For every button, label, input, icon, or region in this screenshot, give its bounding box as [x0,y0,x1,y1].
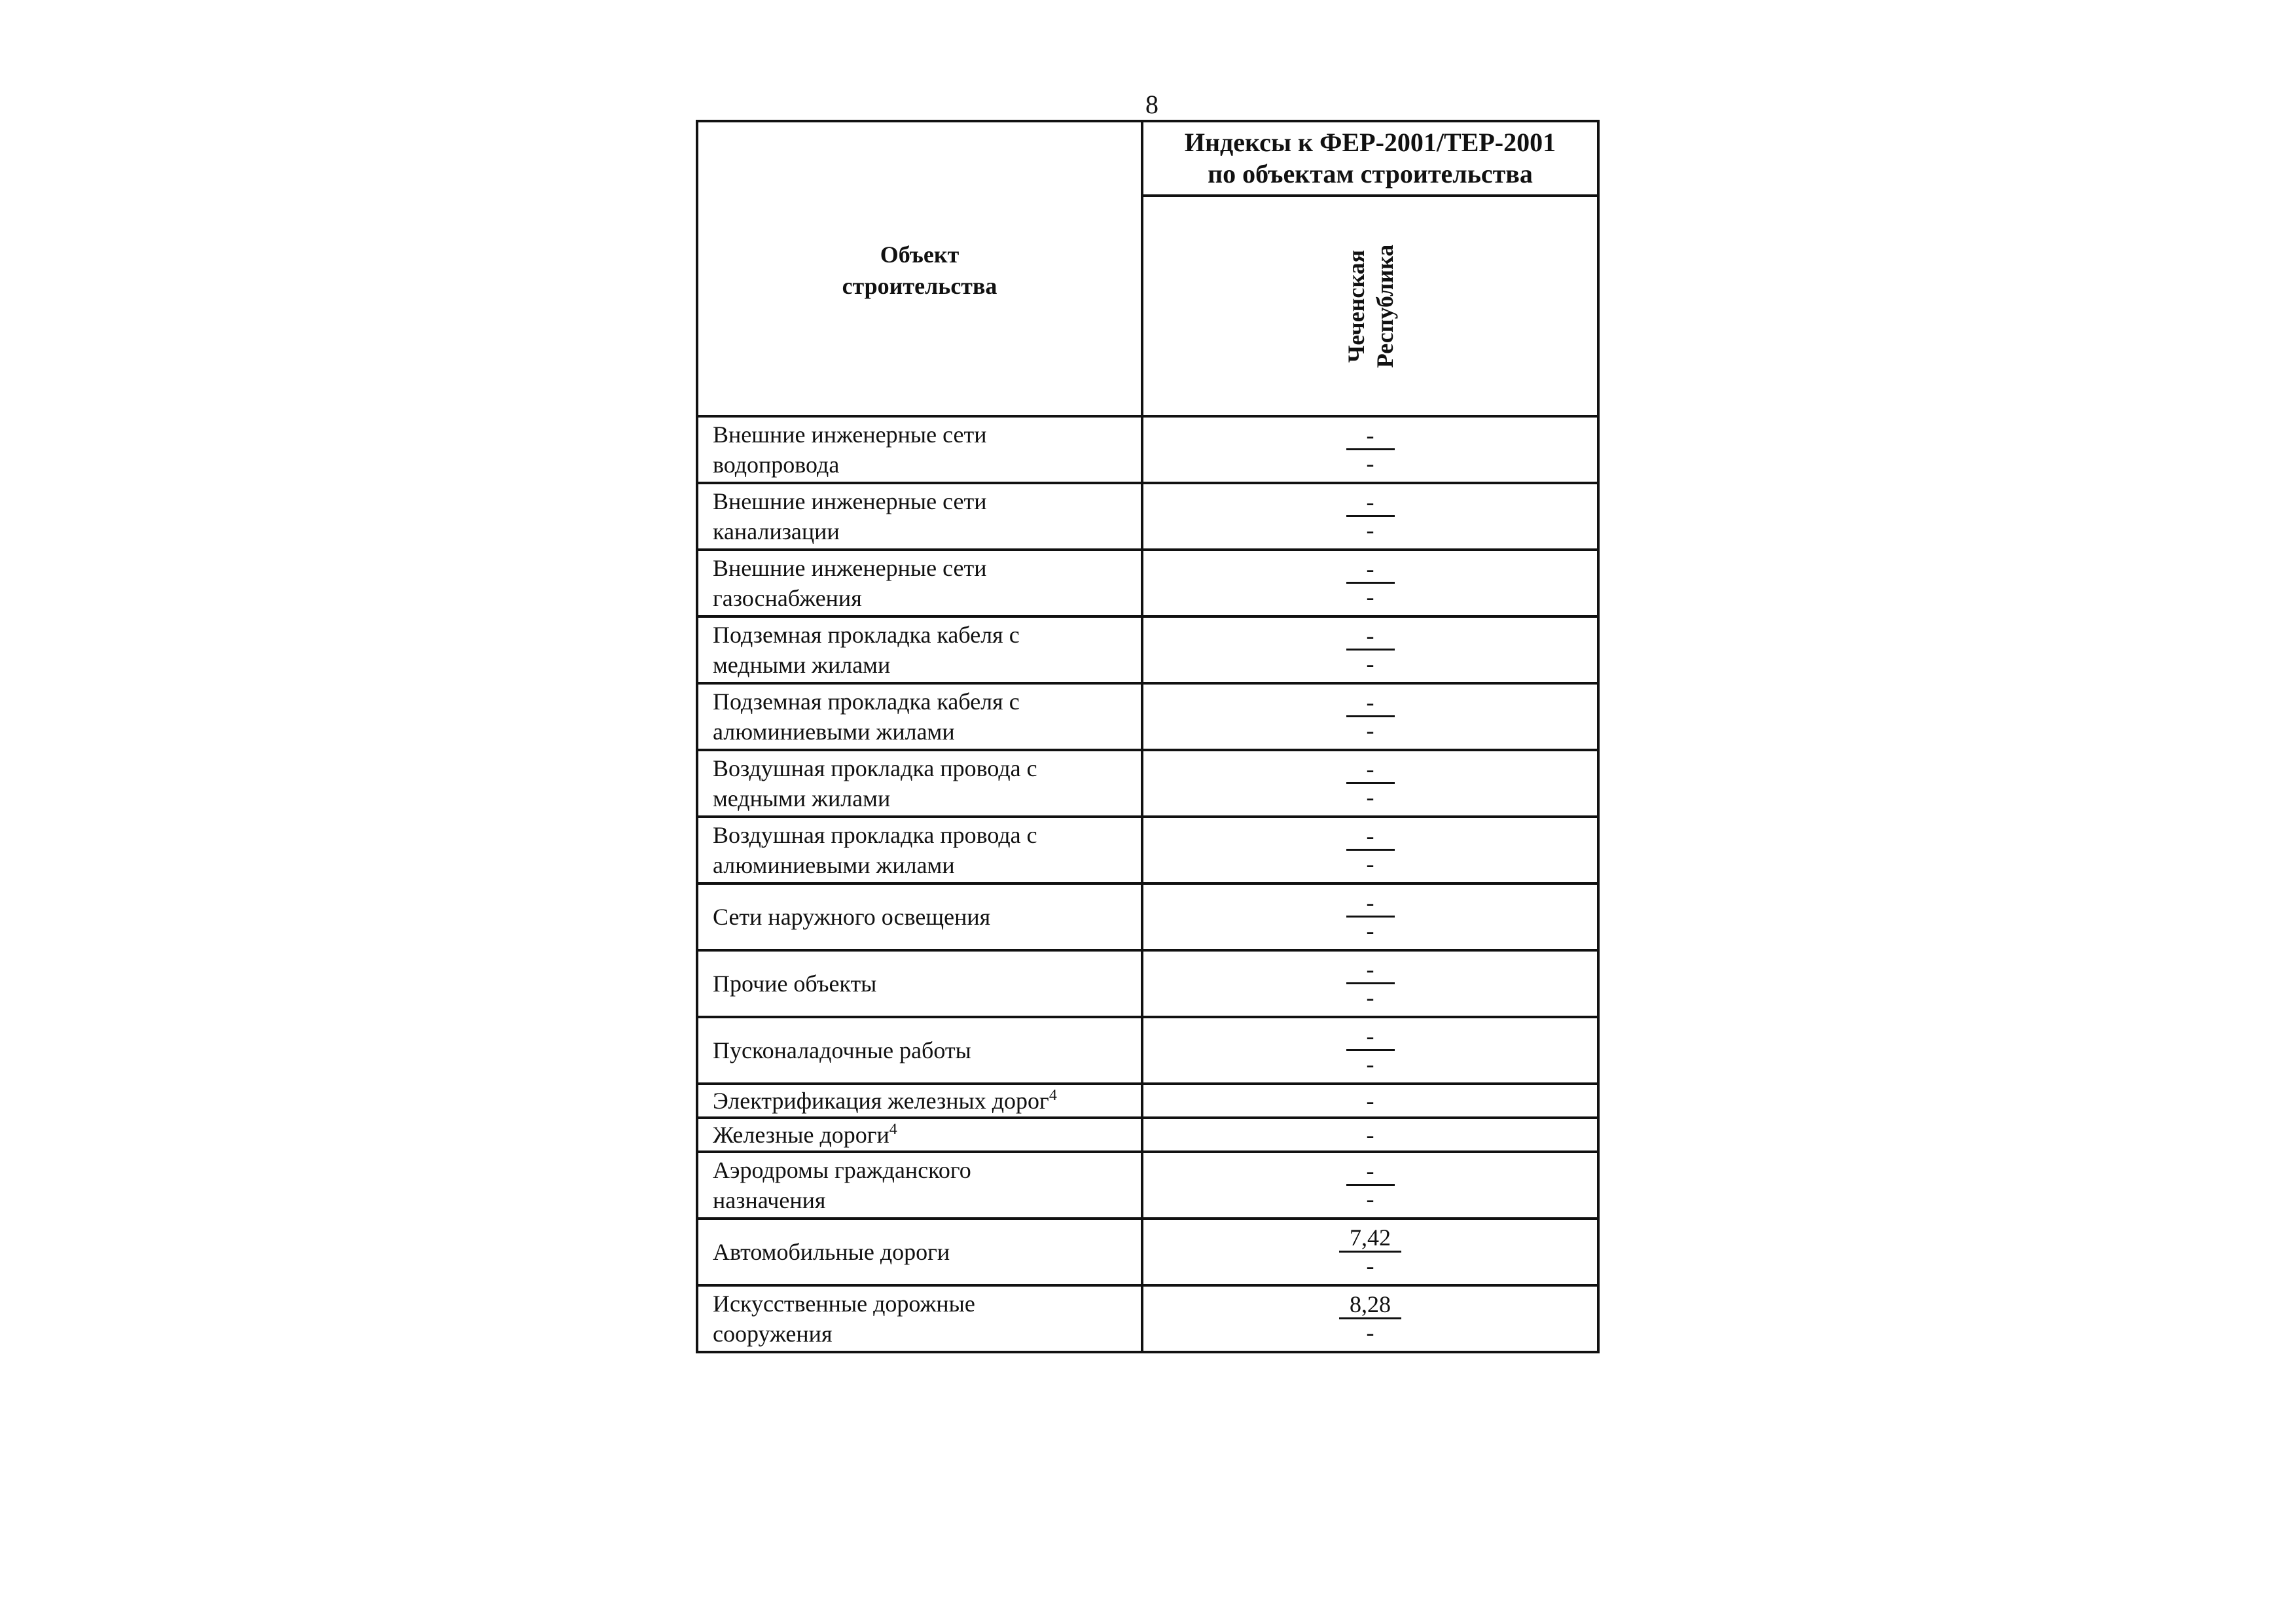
index-value: - [1366,1122,1374,1148]
object-name-line-2: водопровода [713,452,840,478]
object-name-line-1: Внешние инженерные сети [713,555,987,581]
table-row [697,950,1598,1017]
object-name-cell [697,1084,1142,1118]
object-name-line-1: Подземная прокладка кабеля с [713,622,1020,648]
index-fraction [1346,956,1395,1010]
object-name-line-2: алюминиевыми жилами [713,852,955,878]
object-name-cell [697,1017,1142,1084]
table-row [697,1084,1598,1118]
object-name-line-1: Внешние инженерные сети [713,488,987,514]
index-fraction [1346,889,1395,944]
index-value-cell [1142,1152,1598,1219]
object-name-line-1: Воздушная прокладка провода с [713,755,1037,781]
object-name-line-2: медными жилами [713,652,891,678]
index-fraction [1346,1023,1395,1077]
object-name-cell [697,483,1142,550]
index-value-bottom: - [1366,651,1374,677]
index-value-cell [1142,883,1598,950]
object-name-cell [697,1285,1142,1352]
object-name-line-2: канализации [713,518,840,544]
index-value-bottom: - [1366,717,1374,743]
object-name-cell [697,416,1142,483]
table-row [697,550,1598,616]
index-value-top: - [1346,756,1395,784]
index-fraction [1346,556,1395,610]
object-name: Сети наружного освещения [713,904,991,930]
object-name-cell [697,883,1142,950]
index-value-cell [1142,1118,1598,1152]
index-fraction [1339,1291,1401,1346]
index-value-top: - [1346,1158,1395,1186]
index-value-top: - [1346,889,1395,918]
index-value-cell [1142,550,1598,616]
object-name-line-1: Искусственные дорожные [713,1291,975,1317]
index-value-bottom: - [1366,784,1374,810]
index-value-bottom: - [1366,1319,1374,1346]
object-name-line-1: Внешние инженерные сети [713,421,987,448]
index-value-bottom: - [1366,584,1374,610]
index-fraction [1346,422,1395,476]
index-value-bottom: - [1366,984,1374,1010]
table-row [697,1152,1598,1219]
object-name-cell [697,1118,1142,1152]
object-name-cell [697,750,1142,817]
index-group-title-line-2: по объектам строительства [1208,159,1533,188]
object-header-line-1: Объект [880,241,960,268]
object-name: Прочие объекты [713,971,877,997]
index-value-cell [1142,616,1598,683]
object-name-line-2: назначения [713,1187,826,1213]
object-name-line-2: газоснабжения [713,585,862,611]
index-value-bottom: - [1366,1051,1374,1077]
table-row [697,1017,1598,1084]
index-value-cell [1142,950,1598,1017]
construction-index-table [696,120,1600,1353]
index-value-top: 7,42 [1339,1224,1401,1253]
index-value-bottom: - [1366,517,1374,543]
object-name-cell [697,1152,1142,1219]
object-name-line-2: сооружения [713,1321,833,1347]
object-name-line-2: медными жилами [713,785,891,812]
footnote-marker: 4 [1049,1087,1057,1104]
index-fraction [1346,1158,1395,1212]
object-name-line-1: Воздушная прокладка провода с [713,822,1037,848]
object-name: Пусконаладочные работы [713,1037,971,1063]
object-name-cell [697,1219,1142,1285]
index-value-cell [1142,817,1598,883]
index-value-cell [1142,1219,1598,1285]
object-name-line-1: Подземная прокладка кабеля с [713,688,1020,715]
index-fraction [1346,689,1395,743]
index-value: - [1366,1088,1374,1114]
footnote-marker: 4 [889,1121,897,1138]
object-name-cell [697,817,1142,883]
index-value-cell [1142,683,1598,750]
index-group-title-line-1: Индексы к ФЕР-2001/ТЕР-2001 [1184,128,1556,157]
index-value-bottom: - [1366,918,1374,944]
index-fraction [1346,622,1395,677]
index-group-header [1142,121,1598,196]
object-name-cell [697,950,1142,1017]
index-value-top: - [1346,622,1395,651]
index-value-bottom: - [1366,450,1374,476]
index-value-bottom: - [1366,851,1374,877]
table-row [697,1118,1598,1152]
table-row [697,750,1598,817]
region-name-line-2: Республика [1371,244,1398,368]
index-fraction [1346,756,1395,810]
object-name-line-1: Аэродромы гражданского [713,1157,971,1183]
index-value-cell [1142,1084,1598,1118]
index-value-cell [1142,1285,1598,1352]
index-value-cell [1142,416,1598,483]
index-value-top: 8,28 [1339,1291,1401,1319]
region-column-header [1142,196,1598,416]
index-fraction [1346,823,1395,877]
table-row [697,883,1598,950]
object-name-cell [697,550,1142,616]
index-value-cell [1142,483,1598,550]
index-value-top: - [1346,823,1395,851]
object-name: Электрификация железных дорог [713,1088,1049,1114]
index-value-cell [1142,750,1598,817]
index-value-top: - [1346,689,1395,717]
index-value-top: - [1346,556,1395,584]
index-value-top: - [1346,489,1395,517]
page-number: 8 [1145,90,1158,119]
table-row [697,817,1598,883]
table-row [697,416,1598,483]
index-fraction [1339,1224,1401,1279]
table-row [697,616,1598,683]
object-header-line-2: строительства [842,273,997,299]
object-name-cell [697,683,1142,750]
object-name-line-2: алюминиевыми жилами [713,719,955,745]
table-row [697,483,1598,550]
object-column-header [697,121,1142,416]
index-value-top: - [1346,1023,1395,1051]
object-name: Автомобильные дороги [713,1239,950,1265]
index-value-top: - [1346,956,1395,984]
object-name: Железные дороги [713,1122,889,1148]
index-value-bottom: - [1366,1186,1374,1212]
index-fraction [1346,489,1395,543]
object-name-cell [697,616,1142,683]
index-value-bottom: - [1366,1253,1374,1279]
index-value-top: - [1346,422,1395,450]
region-name-line-1: Чеченская [1342,249,1369,363]
table-row [697,683,1598,750]
table-row [697,1285,1598,1352]
table-row [697,1219,1598,1285]
index-value-cell [1142,1017,1598,1084]
